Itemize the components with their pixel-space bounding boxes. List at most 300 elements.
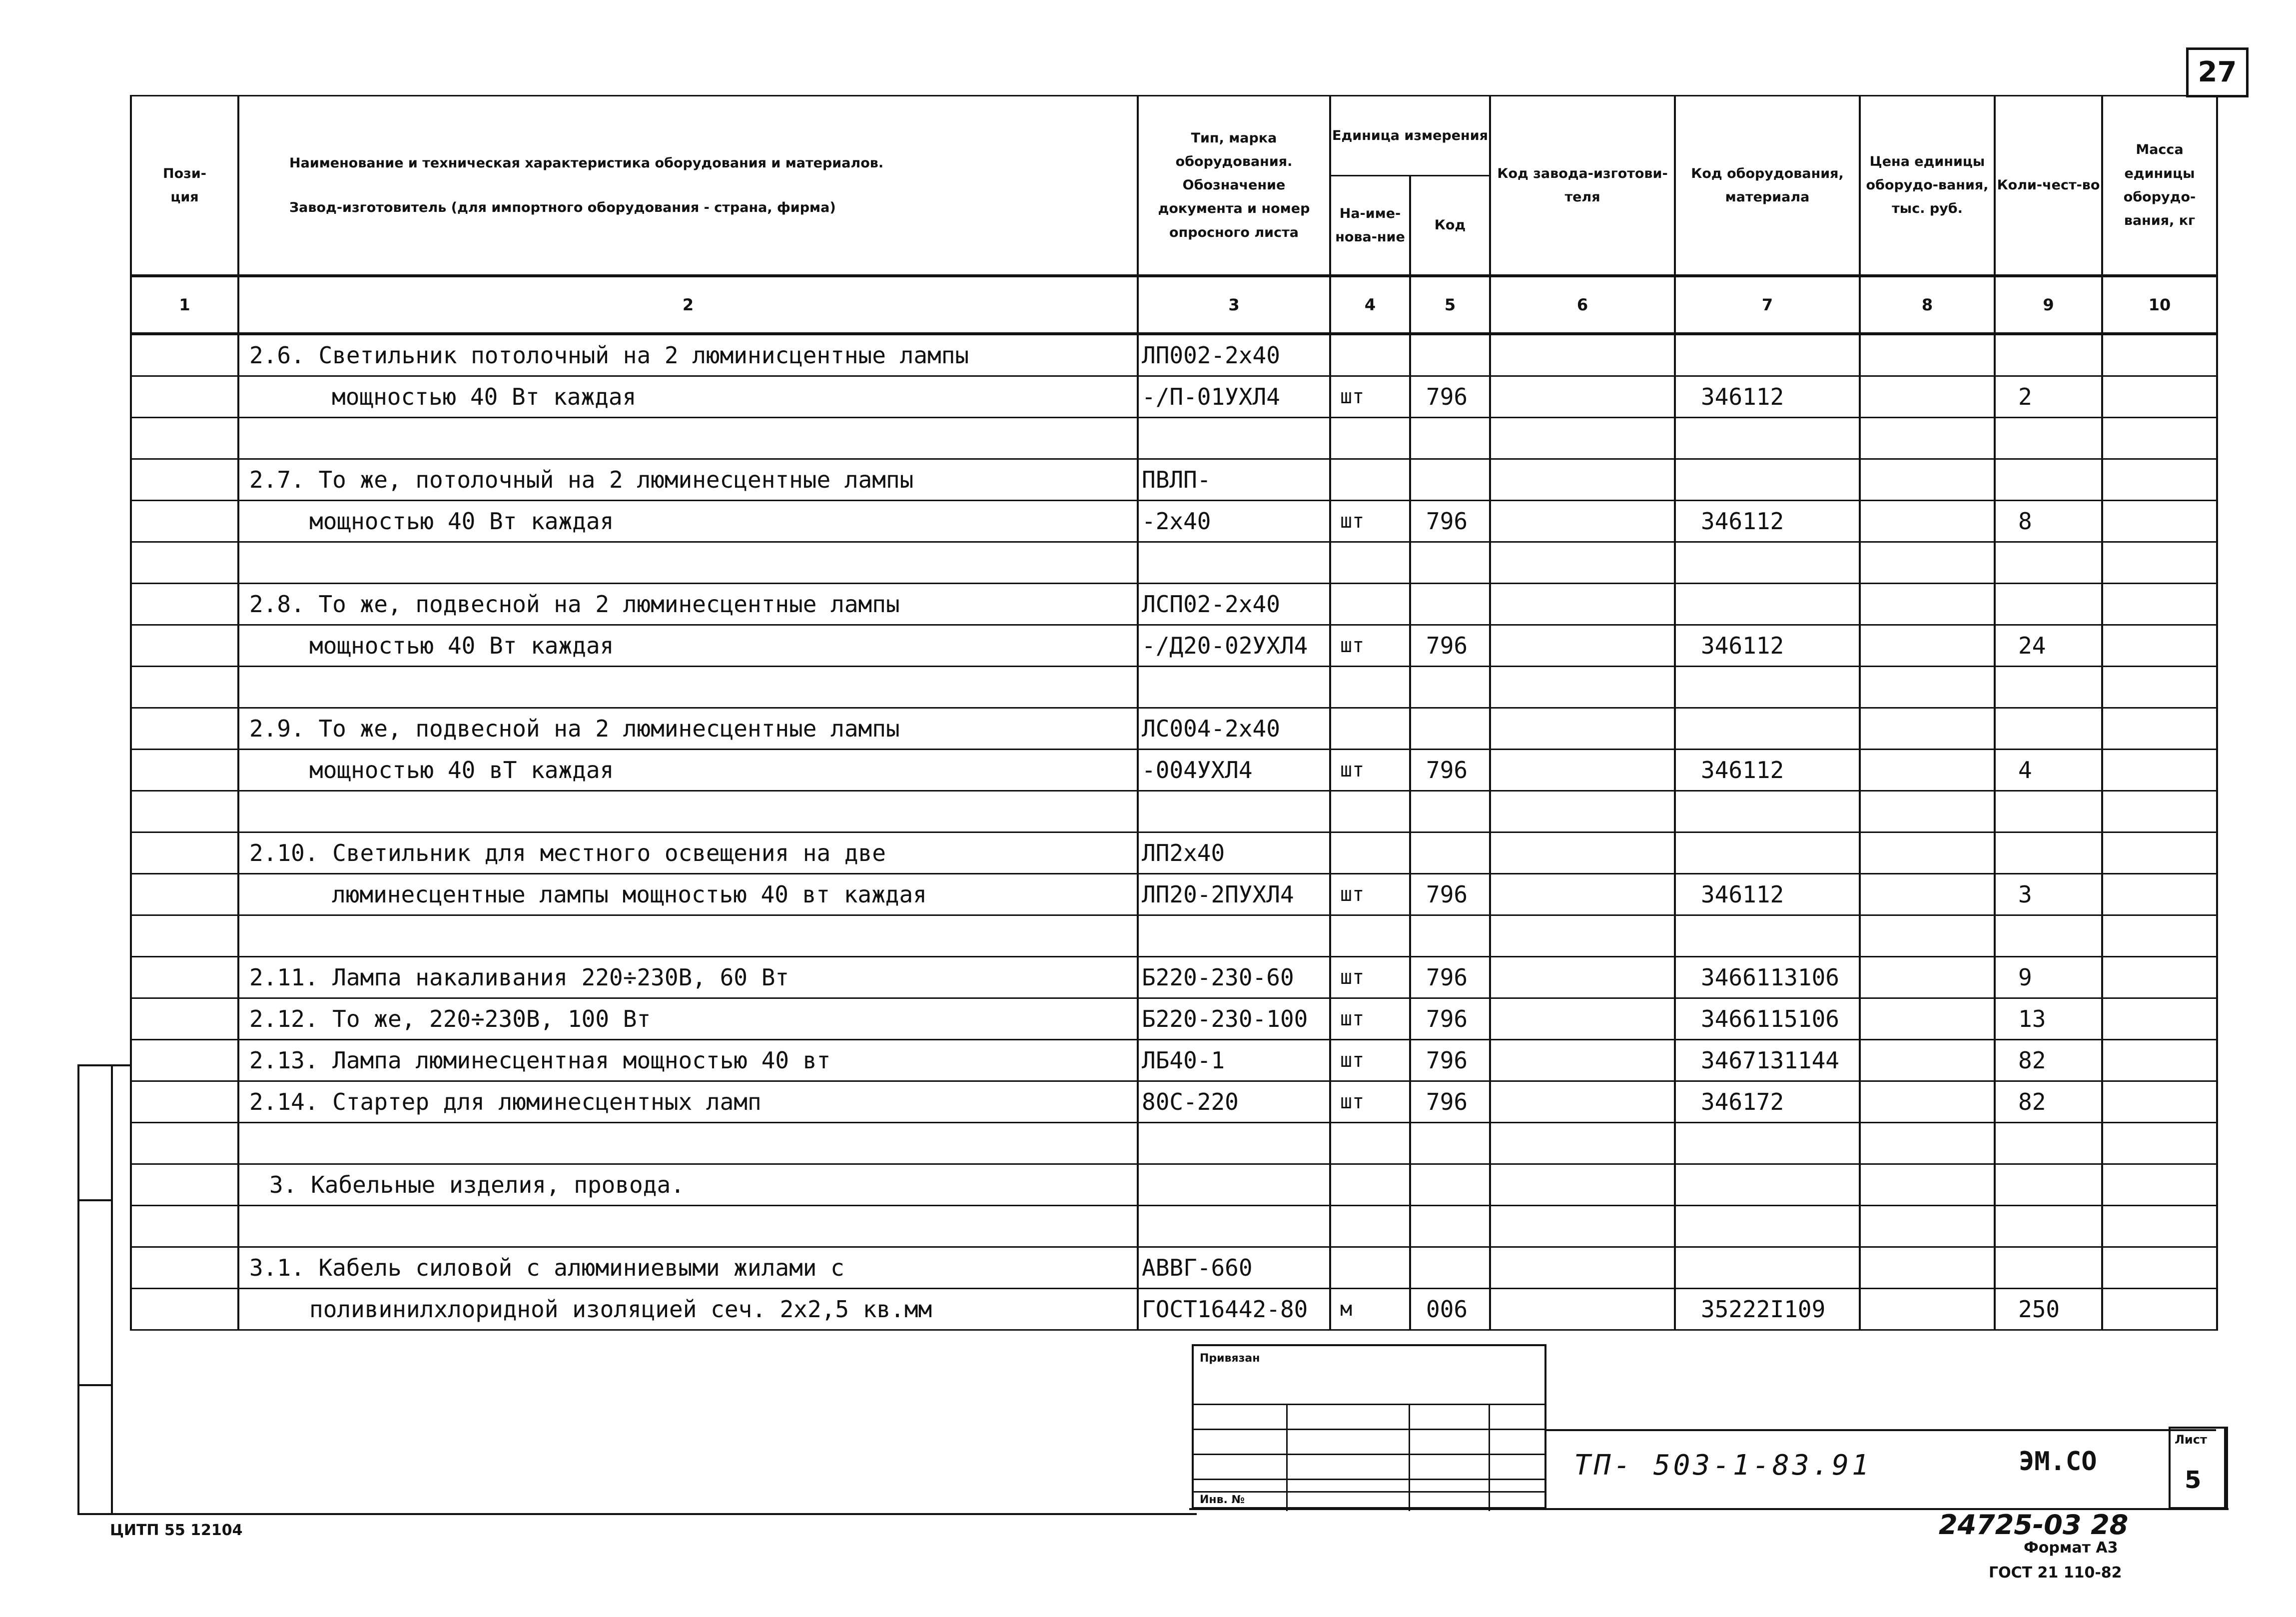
- table-row: [131, 583, 2217, 625]
- cell-unit: шт: [1330, 956, 1410, 998]
- cell-mcode: 346112: [1675, 500, 1860, 542]
- cell-qty: [1995, 666, 2102, 708]
- cell-mcode: [1675, 583, 1860, 625]
- title-block: [1192, 1344, 1546, 1509]
- cell-mcode: [1675, 542, 1860, 583]
- cell-name: 3. Кабельные изделия, провода.: [238, 1164, 1138, 1205]
- table-row: [131, 1288, 2217, 1330]
- cell-type: -/П-01УХЛ4: [1138, 376, 1330, 417]
- table-row: [131, 376, 2217, 417]
- sheet-value: 5: [2185, 1466, 2202, 1494]
- cell-mcode: 346112: [1675, 625, 1860, 666]
- table-row: [131, 998, 2217, 1039]
- header-material-code: Код оборудования, материала: [1675, 96, 1860, 276]
- cell-factory: [1490, 832, 1675, 873]
- cell-code: [1410, 417, 1490, 459]
- cell-pos: [131, 542, 238, 583]
- binding-strip-line: [77, 1199, 112, 1201]
- cell-mcode: 35222I109: [1675, 1288, 1860, 1330]
- cell-type: [1138, 417, 1330, 459]
- column-number: 6: [1490, 276, 1675, 334]
- cell-unit: [1330, 791, 1410, 832]
- cell-price: [1860, 542, 1995, 583]
- header-unit-code: Код: [1410, 176, 1490, 276]
- cell-pos: [131, 1039, 238, 1081]
- cell-factory: [1490, 1164, 1675, 1205]
- cell-price: [1860, 1288, 1995, 1330]
- cell-qty: [1995, 459, 2102, 500]
- cell-qty: [1995, 542, 2102, 583]
- cell-pos: [131, 625, 238, 666]
- cell-price: [1860, 1039, 1995, 1081]
- table-row: [131, 708, 2217, 749]
- cell-code: [1410, 708, 1490, 749]
- cell-qty: 24: [1995, 625, 2102, 666]
- cell-price: [1860, 791, 1995, 832]
- cell-mcode: [1675, 1247, 1860, 1288]
- cell-factory: [1490, 1205, 1675, 1247]
- header-price: Цена единицы оборудо-вания, тыс. руб.: [1860, 96, 1995, 276]
- cell-code: 796: [1410, 1081, 1490, 1122]
- binding-strip-line: [77, 1064, 130, 1066]
- cell-unit: [1330, 666, 1410, 708]
- cell-mcode: 346112: [1675, 376, 1860, 417]
- cell-factory: [1490, 1288, 1675, 1330]
- cell-name: [238, 791, 1138, 832]
- table-row: [131, 1122, 2217, 1164]
- sheet-box: [2169, 1427, 2226, 1509]
- column-number: 3: [1138, 276, 1330, 334]
- cell-mass: [2102, 500, 2217, 542]
- table-row: [131, 625, 2217, 666]
- cell-qty: 82: [1995, 1081, 2102, 1122]
- table-row: [131, 417, 2217, 459]
- cell-mass: [2102, 542, 2217, 583]
- cell-qty: [1995, 417, 2102, 459]
- cell-name: [238, 542, 1138, 583]
- cell-code: 796: [1410, 956, 1490, 998]
- cell-qty: [1995, 915, 2102, 956]
- format-label: Формат А3: [2024, 1539, 2118, 1557]
- cell-mass: [2102, 832, 2217, 873]
- specification-body: [131, 334, 2217, 1330]
- table-row: [131, 542, 2217, 583]
- cell-factory: [1490, 625, 1675, 666]
- cell-mass: [2102, 625, 2217, 666]
- cell-mass: [2102, 666, 2217, 708]
- cell-qty: 4: [1995, 749, 2102, 791]
- cell-unit: [1330, 832, 1410, 873]
- cell-factory: [1490, 708, 1675, 749]
- table-row: [131, 666, 2217, 708]
- cell-name: [238, 1122, 1138, 1164]
- cell-code: [1410, 915, 1490, 956]
- cell-type: ЛС004-2х40: [1138, 708, 1330, 749]
- cell-mass: [2102, 417, 2217, 459]
- column-number: 2: [238, 276, 1138, 334]
- cell-pos: [131, 1081, 238, 1122]
- cell-factory: [1490, 791, 1675, 832]
- table-row: [131, 873, 2217, 915]
- cell-qty: 82: [1995, 1039, 2102, 1081]
- cell-price: [1860, 1247, 1995, 1288]
- cell-mass: [2102, 791, 2217, 832]
- document-suffix: ЭМ.СО: [2019, 1447, 2097, 1477]
- cell-pos: [131, 500, 238, 542]
- cell-pos: [131, 376, 238, 417]
- cell-code: [1410, 459, 1490, 500]
- column-number: 10: [2102, 276, 2217, 334]
- cell-name: люминесцентные лампы мощностью 40 вт каждая: [238, 873, 1138, 915]
- cell-factory: [1490, 1122, 1675, 1164]
- cell-pos: [131, 334, 238, 376]
- cell-mcode: [1675, 459, 1860, 500]
- sheet-label: Лист: [2175, 1433, 2207, 1447]
- table-row: [131, 334, 2217, 376]
- cell-unit: [1330, 1247, 1410, 1288]
- binding-strip-line: [77, 1384, 112, 1386]
- cell-mcode: [1675, 1205, 1860, 1247]
- cell-qty: [1995, 1205, 2102, 1247]
- header-type: Тип, марка оборудования. Обозначение документа и номер опросного листа: [1138, 96, 1330, 276]
- cell-factory: [1490, 1247, 1675, 1288]
- cell-unit: шт: [1330, 500, 1410, 542]
- cell-unit: шт: [1330, 873, 1410, 915]
- cell-factory: [1490, 915, 1675, 956]
- cell-unit: [1330, 417, 1410, 459]
- cell-qty: 13: [1995, 998, 2102, 1039]
- cell-type: Б220-230-100: [1138, 998, 1330, 1039]
- document-code: ТП- 503-1-83.91: [1574, 1449, 1872, 1482]
- cell-factory: [1490, 376, 1675, 417]
- cell-qty: [1995, 1247, 2102, 1288]
- cell-type: [1138, 1122, 1330, 1164]
- cell-pos: [131, 998, 238, 1039]
- cell-qty: 9: [1995, 956, 2102, 998]
- table-row: [131, 1039, 2217, 1081]
- table-row: [131, 1205, 2217, 1247]
- cell-mcode: [1675, 334, 1860, 376]
- cell-type: ЛП20-2ПУХЛ4: [1138, 873, 1330, 915]
- cell-pos: [131, 832, 238, 873]
- cell-mass: [2102, 1039, 2217, 1081]
- cell-pos: [131, 708, 238, 749]
- cell-pos: [131, 1247, 238, 1288]
- cell-pos: [131, 1288, 238, 1330]
- cell-code: [1410, 1205, 1490, 1247]
- cell-type: [1138, 542, 1330, 583]
- cell-name: 3.1. Кабель силовой с алюминиевыми жилами с: [238, 1247, 1138, 1288]
- standard-label: ГОСТ 21 110-82: [1989, 1564, 2122, 1582]
- header-unit-group: Единица измерения: [1330, 96, 1490, 176]
- cell-qty: 250: [1995, 1288, 2102, 1330]
- cell-name: 2.8. То же, подвесной на 2 люминесцентные лампы: [238, 583, 1138, 625]
- cell-pos: [131, 749, 238, 791]
- cell-mcode: [1675, 666, 1860, 708]
- cell-code: [1410, 542, 1490, 583]
- cell-mass: [2102, 915, 2217, 956]
- cell-price: [1860, 666, 1995, 708]
- table-row: [131, 1164, 2217, 1205]
- cell-qty: [1995, 583, 2102, 625]
- header-quantity: Коли-чест-во: [1995, 96, 2102, 276]
- cell-type: ГОСТ16442-80: [1138, 1288, 1330, 1330]
- cell-qty: 2: [1995, 376, 2102, 417]
- header-name: Наименование и техническая характеристика оборудования и материалов. Завод-изготовитель (для импортного оборудования - страна, фирма): [238, 96, 1138, 276]
- cell-mass: [2102, 583, 2217, 625]
- table-row: [131, 915, 2217, 956]
- cell-price: [1860, 583, 1995, 625]
- cell-mcode: 346172: [1675, 1081, 1860, 1122]
- table-row: [131, 832, 2217, 873]
- cell-mass: [2102, 1081, 2217, 1122]
- cell-qty: [1995, 1122, 2102, 1164]
- right-frame-line: [2226, 1427, 2228, 1509]
- cell-name: поливинилхлоридной изоляцией сеч. 2х2,5 кв.мм: [238, 1288, 1138, 1330]
- cell-pos: [131, 583, 238, 625]
- cell-qty: [1995, 791, 2102, 832]
- cell-mcode: 3467131144: [1675, 1039, 1860, 1081]
- cell-factory: [1490, 500, 1675, 542]
- cell-name: 2.6. Светильник потолочный на 2 люминисцентные лампы: [238, 334, 1138, 376]
- cell-unit: [1330, 915, 1410, 956]
- cell-price: [1860, 376, 1995, 417]
- cell-qty: [1995, 334, 2102, 376]
- cell-price: [1860, 1122, 1995, 1164]
- cell-unit: [1330, 1164, 1410, 1205]
- cell-factory: [1490, 956, 1675, 998]
- cell-mass: [2102, 334, 2217, 376]
- cell-type: ПВЛП-: [1138, 459, 1330, 500]
- cell-name: мощностью 40 Вт каждая: [238, 625, 1138, 666]
- table-row: [131, 459, 2217, 500]
- column-number: 5: [1410, 276, 1490, 334]
- cell-qty: [1995, 832, 2102, 873]
- cell-name: 2.11. Лампа накаливания 220÷230В, 60 Вт: [238, 956, 1138, 998]
- cell-mass: [2102, 708, 2217, 749]
- cell-unit: шт: [1330, 625, 1410, 666]
- cell-code: 796: [1410, 625, 1490, 666]
- cell-mass: [2102, 1247, 2217, 1288]
- cell-unit: [1330, 334, 1410, 376]
- cell-name: [238, 666, 1138, 708]
- cell-pos: [131, 417, 238, 459]
- cell-mcode: [1675, 1122, 1860, 1164]
- cell-mcode: 3466115106: [1675, 998, 1860, 1039]
- cell-type: ЛП2х40: [1138, 832, 1330, 873]
- cell-pos: [131, 1164, 238, 1205]
- cell-factory: [1490, 749, 1675, 791]
- cell-code: 006: [1410, 1288, 1490, 1330]
- cell-code: [1410, 832, 1490, 873]
- cell-pos: [131, 956, 238, 998]
- column-number: 4: [1330, 276, 1410, 334]
- cell-type: ЛБ40-1: [1138, 1039, 1330, 1081]
- cell-mass: [2102, 873, 2217, 915]
- cell-name: 2.9. То же, подвесной на 2 люминесцентные лампы: [238, 708, 1138, 749]
- cell-name: мощностью 40 вТ каждая: [238, 749, 1138, 791]
- cell-price: [1860, 1205, 1995, 1247]
- header-unit-name: На-име-нова-ние: [1330, 176, 1410, 276]
- cell-pos: [131, 873, 238, 915]
- binding-strip-line: [111, 1064, 113, 1514]
- cell-price: [1860, 1081, 1995, 1122]
- cell-mass: [2102, 1288, 2217, 1330]
- cell-mcode: 346112: [1675, 749, 1860, 791]
- cell-factory: [1490, 1081, 1675, 1122]
- cell-unit: шт: [1330, 1039, 1410, 1081]
- cell-unit: м: [1330, 1288, 1410, 1330]
- inventory-number: 24725-03 28: [1939, 1509, 2129, 1541]
- cell-qty: [1995, 1164, 2102, 1205]
- column-number: 8: [1860, 276, 1995, 334]
- cell-code: [1410, 1247, 1490, 1288]
- cell-price: [1860, 915, 1995, 956]
- cell-name: мощностью 40 Вт каждая: [238, 376, 1138, 417]
- cell-code: 796: [1410, 376, 1490, 417]
- cell-factory: [1490, 666, 1675, 708]
- cell-qty: 8: [1995, 500, 2102, 542]
- cell-code: 796: [1410, 500, 1490, 542]
- cell-pos: [131, 791, 238, 832]
- table-row: [131, 749, 2217, 791]
- cell-mcode: [1675, 832, 1860, 873]
- cell-unit: [1330, 542, 1410, 583]
- cell-price: [1860, 998, 1995, 1039]
- cell-mass: [2102, 1164, 2217, 1205]
- cell-code: 796: [1410, 1039, 1490, 1081]
- table-row: [131, 1247, 2217, 1288]
- cell-code: 796: [1410, 749, 1490, 791]
- cell-factory: [1490, 542, 1675, 583]
- cell-unit: [1330, 1122, 1410, 1164]
- cell-type: ЛСП02-2х40: [1138, 583, 1330, 625]
- cell-factory: [1490, 459, 1675, 500]
- cell-type: -/Д20-02УХЛ4: [1138, 625, 1330, 666]
- cell-mass: [2102, 749, 2217, 791]
- cell-mcode: 3466113106: [1675, 956, 1860, 998]
- header-factory-code: Код завода-изготови-теля: [1490, 96, 1675, 276]
- cell-price: [1860, 956, 1995, 998]
- cell-name: мощностью 40 Вт каждая: [238, 500, 1138, 542]
- cell-code: [1410, 1164, 1490, 1205]
- binding-strip-line: [77, 1064, 79, 1514]
- sheet-number-box: [2186, 47, 2249, 97]
- cell-mass: [2102, 1122, 2217, 1164]
- cell-unit: шт: [1330, 376, 1410, 417]
- cell-mass: [2102, 1205, 2217, 1247]
- cell-code: [1410, 334, 1490, 376]
- cell-factory: [1490, 873, 1675, 915]
- cell-price: [1860, 1164, 1995, 1205]
- cell-mass: [2102, 998, 2217, 1039]
- cell-mcode: [1675, 791, 1860, 832]
- cell-price: [1860, 832, 1995, 873]
- cell-pos: [131, 1205, 238, 1247]
- table-row: [131, 956, 2217, 998]
- sheet-number: 27: [2198, 56, 2237, 88]
- table-row: [131, 1081, 2217, 1122]
- specification-table: [130, 95, 2218, 1331]
- cell-type: [1138, 791, 1330, 832]
- cell-price: [1860, 625, 1995, 666]
- cell-name: 2.13. Лампа люминесцентная мощностью 40 вт: [238, 1039, 1138, 1081]
- cell-code: [1410, 583, 1490, 625]
- header-mass: Масса единицы оборудо-вания, кг: [2102, 96, 2217, 276]
- cell-pos: [131, 1122, 238, 1164]
- cell-type: [1138, 915, 1330, 956]
- cell-price: [1860, 334, 1995, 376]
- cell-price: [1860, 500, 1995, 542]
- cell-mcode: [1675, 708, 1860, 749]
- cell-type: Б220-230-60: [1138, 956, 1330, 998]
- cell-name: 2.12. То же, 220÷230В, 100 Вт: [238, 998, 1138, 1039]
- cell-unit: шт: [1330, 749, 1410, 791]
- cell-pos: [131, 459, 238, 500]
- cell-type: -2х40: [1138, 500, 1330, 542]
- column-number: 7: [1675, 276, 1860, 334]
- cell-code: 796: [1410, 998, 1490, 1039]
- cell-price: [1860, 708, 1995, 749]
- cell-unit: шт: [1330, 998, 1410, 1039]
- cell-mass: [2102, 459, 2217, 500]
- cell-mcode: [1675, 915, 1860, 956]
- cell-name: [238, 915, 1138, 956]
- cell-qty: [1995, 708, 2102, 749]
- cell-type: [1138, 1164, 1330, 1205]
- cell-code: [1410, 1122, 1490, 1164]
- cell-factory: [1490, 334, 1675, 376]
- cell-unit: шт: [1330, 1081, 1410, 1122]
- column-number: 1: [131, 276, 238, 334]
- cell-unit: [1330, 708, 1410, 749]
- cell-factory: [1490, 998, 1675, 1039]
- column-number-row: [131, 276, 2217, 334]
- table-row: [131, 500, 2217, 542]
- cell-type: -004УХЛ4: [1138, 749, 1330, 791]
- cell-type: [1138, 1205, 1330, 1247]
- cell-mass: [2102, 376, 2217, 417]
- cell-name: 2.14. Стартер для люминесцентных ламп: [238, 1081, 1138, 1122]
- cell-price: [1860, 417, 1995, 459]
- cell-mass: [2102, 956, 2217, 998]
- cell-type: [1138, 666, 1330, 708]
- cell-type: ЛП002-2х40: [1138, 334, 1330, 376]
- cell-code: [1410, 666, 1490, 708]
- cell-code: [1410, 791, 1490, 832]
- column-number: 9: [1995, 276, 2102, 334]
- inventory-label: Инв. №: [1200, 1494, 1245, 1506]
- cell-type: 80С-220: [1138, 1081, 1330, 1122]
- archive-label: ЦИТП 55 12104: [110, 1522, 243, 1539]
- bottom-frame-line: [77, 1513, 1197, 1515]
- header-position: Пози- ция: [131, 96, 238, 276]
- cell-unit: [1330, 1205, 1410, 1247]
- cell-mcode: [1675, 1164, 1860, 1205]
- cell-price: [1860, 873, 1995, 915]
- cell-name: [238, 417, 1138, 459]
- cell-mcode: [1675, 417, 1860, 459]
- cell-pos: [131, 666, 238, 708]
- cell-pos: [131, 915, 238, 956]
- cell-name: 2.10. Светильник для местного освещения на две: [238, 832, 1138, 873]
- cell-code: 796: [1410, 873, 1490, 915]
- cell-unit: [1330, 459, 1410, 500]
- cell-mcode: 346112: [1675, 873, 1860, 915]
- cell-factory: [1490, 583, 1675, 625]
- cell-name: [238, 1205, 1138, 1247]
- cell-name: 2.7. То же, потолочный на 2 люминесцентные лампы: [238, 459, 1138, 500]
